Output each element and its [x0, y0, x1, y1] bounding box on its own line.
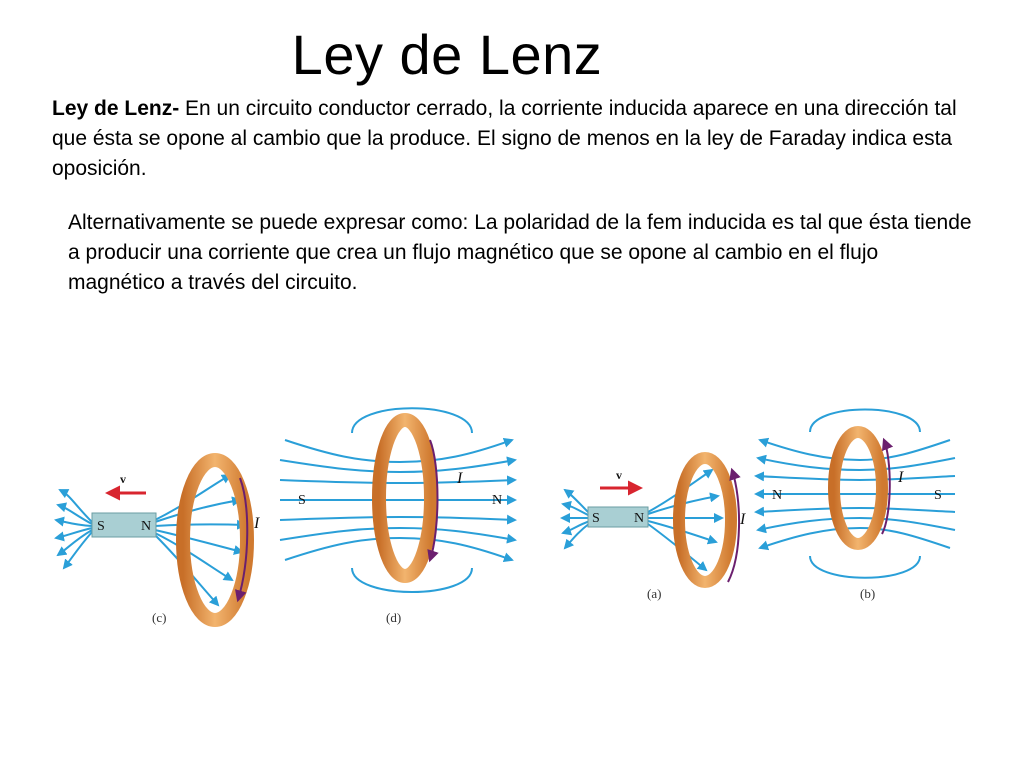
- caption-c: (c): [152, 610, 167, 625]
- velocity-label-a: v: [616, 468, 622, 482]
- pole-left-d: S: [298, 493, 306, 508]
- conducting-ring-d: [379, 420, 431, 576]
- conducting-ring-a: [679, 458, 731, 582]
- slide-title: Ley de Lenz: [291, 23, 603, 86]
- figure-b: [756, 410, 955, 602]
- figure-a: [562, 458, 746, 601]
- current-label-c: I: [254, 515, 260, 532]
- current-label-d: I: [457, 470, 463, 487]
- field-lines-c: [56, 475, 245, 605]
- pole-left-c: S: [97, 519, 105, 534]
- current-label-b: I: [898, 469, 904, 486]
- velocity-label-c: v: [120, 472, 126, 486]
- figure-c: [56, 460, 260, 625]
- caption-b: (b): [860, 586, 876, 601]
- pole-left-b: N: [772, 488, 783, 503]
- caption-a: (a): [647, 586, 662, 601]
- pole-right-c: N: [141, 519, 152, 534]
- lenz-law-term: Ley de Lenz-: [52, 97, 180, 120]
- pole-right-d: N: [492, 493, 503, 508]
- caption-d: (d): [386, 610, 402, 625]
- current-label-a: I: [740, 511, 746, 528]
- figure-d: [280, 408, 515, 625]
- paragraph-alternative: Alternativamente se puede expresar como: La polaridad de la fem inducida es tal que ésta tiende a producir una corriente que crea un flujo magnético que se opone al cambio en el flujo magnético a través del circuito.: [68, 211, 972, 294]
- pole-right-b: S: [934, 488, 942, 503]
- pole-right-a: N: [634, 511, 645, 526]
- pole-left-a: S: [592, 511, 600, 526]
- lenz-law-definition: En un circuito conductor cerrado, la corriente inducida aparece en una dirección tal que ésta se opone al cambio que la produce. El signo de menos en la ley de Faraday indica esta oposición.: [52, 97, 957, 180]
